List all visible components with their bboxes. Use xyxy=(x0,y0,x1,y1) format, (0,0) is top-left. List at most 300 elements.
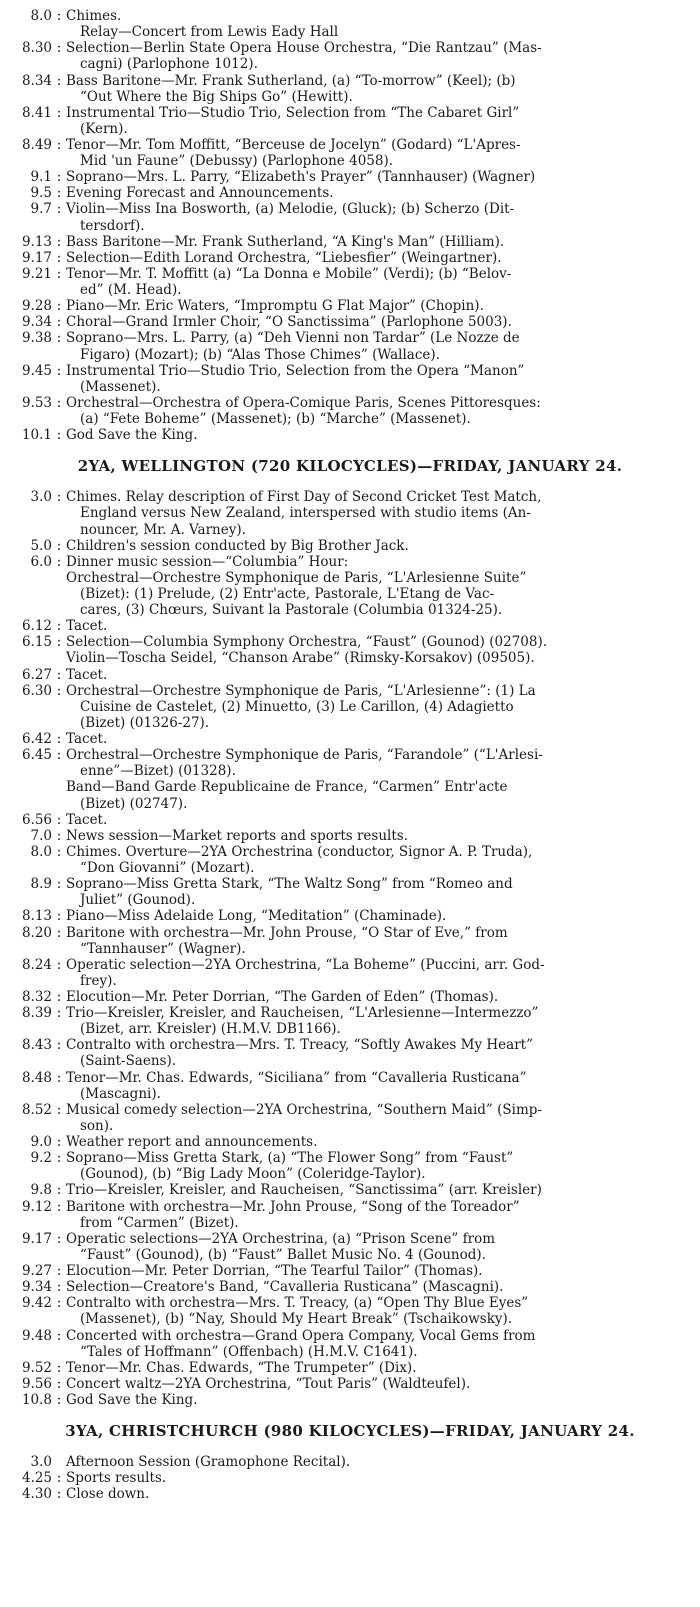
item-text: (Mascagni). xyxy=(80,1085,161,1102)
item-text: Band—Band Garde Republicaine de France, “Carmen” Entr'acte xyxy=(66,779,508,796)
indent xyxy=(0,941,80,957)
programme-item-continuation xyxy=(0,1166,690,1182)
item-text: Selection—Berlin State Opera House Orchestra, “Die Rantzau” (Mas- xyxy=(66,40,542,57)
item-time: 8.49 xyxy=(21,137,52,153)
programme-item-continuation xyxy=(0,1053,690,1069)
indent xyxy=(0,860,80,876)
programme-item xyxy=(0,618,690,634)
time-separator: : xyxy=(56,169,62,186)
programme-item xyxy=(0,812,690,828)
item-time: 8.52 xyxy=(21,1101,52,1118)
item-text: Orchestral—Orchestre Symphonique de Paris, “L'Arlesienne Suite” xyxy=(66,569,527,586)
indent xyxy=(0,1166,80,1182)
item-text: God Save the King. xyxy=(66,427,198,444)
programme-item xyxy=(0,40,690,56)
item-text: God Save the King. xyxy=(66,1392,198,1408)
programme-item-continuation xyxy=(0,1311,690,1327)
item-time: 9.1 xyxy=(30,169,52,186)
item-time: 9.52 xyxy=(21,1359,52,1376)
indent xyxy=(0,347,80,363)
programme-item-continuation xyxy=(0,892,690,908)
item-text: “Tales of Hoffmann” (Offenbach) (H.M.V. C1641). xyxy=(80,1343,418,1360)
programme-item xyxy=(0,1134,690,1150)
programme-item xyxy=(0,105,690,121)
item-text: (Bizet): (1) Prelude, (2) Entr'acte, Pastorale, L'Etang de Vac- xyxy=(80,586,495,602)
programme-item xyxy=(0,1295,690,1311)
time-separator: : xyxy=(56,1263,62,1279)
programme-item xyxy=(0,844,690,860)
item-time: 10.8 xyxy=(21,1392,52,1408)
time-separator: : xyxy=(56,298,62,315)
time-separator: : xyxy=(56,682,62,699)
item-time: 9.7 xyxy=(30,201,52,218)
programme-item-continuation xyxy=(0,796,690,812)
item-time: 6.45 xyxy=(21,747,52,764)
item-text: Dinner music session—“Columbia” Hour: xyxy=(66,553,349,570)
item-time: 6.0 xyxy=(30,553,52,570)
item-time: 9.34 xyxy=(21,1279,52,1296)
programme-item-continuation xyxy=(0,218,690,234)
item-text: Close down. xyxy=(66,1486,150,1503)
programme-item xyxy=(0,731,690,747)
time-separator: : xyxy=(56,537,62,554)
programme-item xyxy=(0,363,690,379)
programme-item xyxy=(0,925,690,941)
programme-item xyxy=(0,1263,690,1279)
station-heading: 3YA, CHRISTCHURCH (980 KILOCYCLES)—FRIDAY, JANUARY 24. xyxy=(65,1422,635,1441)
item-text: Tenor—Mr. Tom Moffitt, “Berceuse de Jocelyn” (Godard) “L'Apres- xyxy=(66,137,521,153)
programme-item-continuation xyxy=(0,973,690,989)
programme-item-continuation xyxy=(0,941,690,957)
programme-item-continuation xyxy=(0,1215,690,1231)
programme-item xyxy=(0,747,690,763)
programme-item xyxy=(0,201,690,217)
item-text: Instrumental Trio—Studio Trio, Selection from the Opera “Manon” xyxy=(66,362,525,379)
item-text: Piano—Mr. Eric Waters, “Impromptu G Flat Major” (Chopin). xyxy=(66,298,484,315)
time-separator: : xyxy=(56,827,62,844)
item-text: Elocution—Mr. Peter Dorrian, “The Garden of Eden” (Thomas). xyxy=(66,989,499,1005)
time-separator: : xyxy=(56,876,62,893)
time-separator: : xyxy=(56,1359,62,1376)
programme-item-continuation xyxy=(0,570,690,586)
item-text: Instrumental Trio—Studio Trio, Selection from “The Cabaret Girl” xyxy=(66,104,520,121)
item-text: Afternoon Session (Gramophone Recital). xyxy=(66,1454,351,1471)
item-time: 8.24 xyxy=(21,956,52,973)
programme-item-continuation xyxy=(0,1118,690,1134)
item-text: Operatic selections—2YA Orchestrina, (a) “Prison Scene” from xyxy=(66,1230,496,1247)
item-text: Choral—Grand Irmler Choir, “O Sanctissima” (Parlophone 5003). xyxy=(66,314,512,331)
programme-item-continuation xyxy=(0,379,690,395)
programme-item-continuation xyxy=(0,699,690,715)
programme-item-continuation xyxy=(0,650,690,666)
time-separator: : xyxy=(56,1069,62,1086)
indent xyxy=(0,522,80,538)
item-time: 8.0 xyxy=(30,843,52,860)
item-text: Tacet. xyxy=(66,731,108,747)
time-separator: : xyxy=(56,1198,62,1215)
item-text: Contralto with orchestra—Mrs. T. Treacy, “Softly Awakes My Heart” xyxy=(66,1037,533,1054)
time-separator: : xyxy=(56,1101,62,1118)
item-time: 6.12 xyxy=(21,618,52,635)
item-text: “Faust” (Gounod), (b) “Faust” Ballet Music No. 4 (Gounod). xyxy=(80,1246,486,1263)
indent xyxy=(0,1086,80,1102)
item-text: Tacet. xyxy=(66,618,108,635)
item-text: Violin—Toscha Seidel, “Chanson Arabe” (Rimsky-Korsakov) (09505). xyxy=(66,650,535,667)
item-time: 8.39 xyxy=(21,1005,52,1022)
programme-item-continuation xyxy=(0,153,690,169)
programme-item xyxy=(0,1231,690,1247)
programme-item-continuation xyxy=(0,860,690,876)
programme-item xyxy=(0,73,690,89)
indent xyxy=(0,650,66,666)
programme-item xyxy=(0,1279,690,1295)
indent xyxy=(0,1118,80,1134)
indent xyxy=(0,892,80,908)
item-text: Chimes. xyxy=(66,8,122,24)
time-separator: : xyxy=(56,201,62,218)
programme-item-continuation xyxy=(0,779,690,795)
item-time: 9.17 xyxy=(21,249,52,266)
time-separator: : xyxy=(56,1182,62,1199)
time-separator: : xyxy=(56,185,62,202)
item-time: 9.28 xyxy=(21,298,52,315)
programme-item xyxy=(0,828,690,844)
programme-item-continuation xyxy=(0,715,690,731)
item-text: Musical comedy selection—2YA Orchestrina, “Southern Maid” (Simp- xyxy=(66,1101,542,1118)
item-text: Mid 'un Faune” (Debussy) (Parlophone 4058). xyxy=(80,153,394,170)
programme-item-continuation xyxy=(0,1021,690,1037)
time-separator: : xyxy=(56,747,62,764)
item-time: 8.13 xyxy=(21,908,52,925)
programme-item xyxy=(0,1392,690,1408)
time-separator: : xyxy=(56,362,62,379)
programme-item xyxy=(0,989,690,1005)
item-time: 9.12 xyxy=(21,1198,52,1215)
item-text: (Kern). xyxy=(80,120,128,137)
item-time: 9.53 xyxy=(21,394,52,411)
programme-item xyxy=(0,1102,690,1118)
item-text: (Saint-Saens). xyxy=(80,1053,177,1070)
programme-item xyxy=(0,1470,690,1486)
time-separator: : xyxy=(56,249,62,266)
time-separator: : xyxy=(56,137,62,153)
time-separator: : xyxy=(56,1005,62,1022)
time-separator: : xyxy=(56,666,62,683)
item-text: Relay—Concert from Lewis Eady Hall xyxy=(80,24,339,41)
programme-item xyxy=(0,266,690,282)
time-separator: : xyxy=(56,489,62,506)
indent xyxy=(0,505,80,521)
indent xyxy=(0,218,80,234)
item-text: Piano—Miss Adelaide Long, “Meditation” (Chaminade). xyxy=(66,908,447,925)
item-text: frey). xyxy=(80,972,117,989)
indent xyxy=(0,1053,80,1069)
item-time: 9.56 xyxy=(21,1375,52,1392)
station-heading: 2YA, WELLINGTON (720 KILOCYCLES)—FRIDAY, JANUARY 24. xyxy=(77,457,623,476)
time-separator: : xyxy=(56,618,62,635)
programme-item xyxy=(0,314,690,330)
programme-item xyxy=(0,8,690,24)
item-time: 8.34 xyxy=(21,72,52,89)
item-time: 9.5 xyxy=(30,185,52,202)
item-time: 9.0 xyxy=(30,1134,52,1150)
programme-item-continuation xyxy=(0,411,690,427)
item-time: 7.0 xyxy=(30,827,52,844)
indent xyxy=(0,56,80,72)
indent xyxy=(0,796,80,812)
programme-item xyxy=(0,634,690,650)
item-text: Selection—Edith Lorand Orchestra, “Liebesfier” (Weingartner). xyxy=(66,249,502,266)
indent xyxy=(0,24,80,40)
item-time: 9.34 xyxy=(21,314,52,331)
item-time: 10.1 xyxy=(21,427,52,444)
indent xyxy=(0,602,80,618)
time-separator: : xyxy=(56,314,62,331)
indent xyxy=(0,586,80,602)
programme-item xyxy=(0,395,690,411)
programme-item-continuation xyxy=(0,505,690,521)
indent xyxy=(0,121,80,137)
programme-item xyxy=(0,185,690,201)
item-text: enne”—Bizet) (01328). xyxy=(80,763,236,780)
item-text: England versus New Zealand, interspersed with studio items (An- xyxy=(80,505,531,522)
item-text: Tenor—Mr. Chas. Edwards, “Siciliana” from “Cavalleria Rusticana” xyxy=(66,1069,527,1086)
programme-item xyxy=(0,1150,690,1166)
indent xyxy=(0,411,80,427)
programme-item xyxy=(0,1454,690,1470)
item-time: 6.56 xyxy=(21,811,52,828)
programme-item xyxy=(0,957,690,973)
item-text: Contralto with orchestra—Mrs. T. Treacy, (a) “Open Thy Blue Eyes” xyxy=(66,1295,529,1312)
indent xyxy=(0,763,80,779)
programme-item xyxy=(0,554,690,570)
item-time: 6.42 xyxy=(21,731,52,747)
time-separator xyxy=(52,1454,66,1470)
item-text: Tacet. xyxy=(66,811,108,828)
item-text: Baritone with orchestra—Mr. John Prouse, “Song of the Toreador” xyxy=(66,1198,520,1215)
item-text: Baritone with orchestra—Mr. John Prouse, “O Star of Eve,” from xyxy=(66,924,508,941)
programme-item-continuation xyxy=(0,1247,690,1263)
time-separator: : xyxy=(56,1279,62,1296)
time-separator: : xyxy=(56,330,62,347)
item-text: Weather report and announcements. xyxy=(66,1134,318,1150)
time-separator: : xyxy=(56,1486,62,1503)
item-text: cares, (3) Chœurs, Suivant la Pastorale (Columbia 01324-25). xyxy=(80,602,503,619)
item-time: 9.8 xyxy=(30,1182,52,1199)
indent xyxy=(0,1247,80,1263)
time-separator: : xyxy=(56,908,62,925)
item-time: 3.0 xyxy=(30,489,52,506)
time-separator: : xyxy=(56,731,62,747)
item-text: Tenor—Mr. Chas. Edwards, “The Trumpeter” (Dix). xyxy=(66,1359,417,1376)
item-text: (Bizet) (02747). xyxy=(80,795,188,812)
programme-item xyxy=(0,1376,690,1392)
item-text: Concerted with orchestra—Grand Opera Company, Vocal Gems from xyxy=(66,1327,536,1344)
programme-item xyxy=(0,683,690,699)
programme-item xyxy=(0,427,690,443)
item-text: Soprano—Miss Gretta Stark, “The Waltz Song” from “Romeo and xyxy=(66,876,513,893)
item-time: 9.48 xyxy=(21,1327,52,1344)
time-separator: : xyxy=(56,1150,62,1167)
time-separator: : xyxy=(56,1230,62,1247)
time-separator: : xyxy=(56,1392,62,1408)
programme-item-continuation xyxy=(0,1344,690,1360)
item-text: Chimes. Overture—2YA Orchestrina (conductor, Signor A. P. Truda), xyxy=(66,843,533,860)
item-text: Children's session conducted by Big Brother Jack. xyxy=(66,537,409,554)
item-text: nouncer, Mr. A. Varney). xyxy=(80,521,246,538)
item-time: 3.0 xyxy=(30,1454,52,1471)
item-text: News session—Market reports and sports results. xyxy=(66,827,409,844)
time-separator: : xyxy=(56,265,62,282)
item-text: Soprano—Miss Gretta Stark, (a) “The Flower Song” from “Faust” xyxy=(66,1150,514,1167)
indent xyxy=(0,89,80,105)
programme-item xyxy=(0,1199,690,1215)
programme-item xyxy=(0,298,690,314)
programme-item xyxy=(0,330,690,346)
item-time: 9.42 xyxy=(21,1295,52,1312)
item-time: 8.20 xyxy=(21,924,52,941)
time-separator: : xyxy=(56,1037,62,1054)
programme-item xyxy=(0,169,690,185)
time-separator: : xyxy=(56,394,62,411)
item-time: 6.27 xyxy=(21,666,52,683)
time-separator: : xyxy=(56,924,62,941)
programme-item-continuation xyxy=(0,602,690,618)
time-separator: : xyxy=(56,989,62,1005)
programme-item xyxy=(0,908,690,924)
programme-item-continuation xyxy=(0,24,690,40)
programme-item xyxy=(0,234,690,250)
item-time: 9.45 xyxy=(21,362,52,379)
programme-item xyxy=(0,876,690,892)
item-text: Tacet. xyxy=(66,666,108,683)
item-time: 8.30 xyxy=(21,40,52,57)
programme-item xyxy=(0,1070,690,1086)
time-separator: : xyxy=(56,811,62,828)
item-time: 8.43 xyxy=(21,1037,52,1054)
time-separator: : xyxy=(56,956,62,973)
indent xyxy=(0,379,80,395)
item-text: Selection—Columbia Symphony Orchestra, “Faust” (Gounod) (02708). xyxy=(66,634,548,651)
time-separator: : xyxy=(56,634,62,651)
item-text: Elocution—Mr. Peter Dorrian, “The Tearful Tailor” (Thomas). xyxy=(66,1263,483,1279)
item-time: 8.48 xyxy=(21,1069,52,1086)
item-text: “Out Where the Big Ships Go” (Hewitt). xyxy=(80,88,353,105)
item-text: Concert waltz—2YA Orchestrina, “Tout Paris” (Waldteufel). xyxy=(66,1375,471,1392)
indent xyxy=(0,779,66,795)
item-text: tersdorf). xyxy=(80,217,145,234)
item-time: 9.21 xyxy=(21,265,52,282)
programme-item xyxy=(0,1486,690,1502)
item-text: (Massenet), (b) “Nay, Should My Heart Break” (Tschaikowsky). xyxy=(80,1311,513,1328)
programme-item xyxy=(0,1005,690,1021)
item-text: Tenor—Mr. T. Moffitt (a) “La Donna e Mobile” (Verdi); (b) “Belov- xyxy=(66,265,512,282)
item-text: Bass Baritone—Mr. Frank Sutherland, “A King's Man” (Hilliam). xyxy=(66,233,505,250)
item-text: son). xyxy=(80,1117,114,1134)
item-time: 8.9 xyxy=(30,876,52,893)
item-text: Orchestral—Orchestre Symphonique de Paris, “Farandole” (“L'Arlesi- xyxy=(66,747,543,764)
programme-item xyxy=(0,538,690,554)
item-text: (Bizet) (01326-27). xyxy=(80,714,210,731)
programme-item xyxy=(0,137,690,153)
programme-item xyxy=(0,1328,690,1344)
programme-item-continuation xyxy=(0,89,690,105)
programme-item xyxy=(0,250,690,266)
item-text: Cuisine de Castelet, (2) Minuetto, (3) Le Carillon, (4) Adagietto xyxy=(80,698,514,715)
item-text: Orchestral—Orchestre Symphonique de Paris, “L'Arlesienne”: (1) La xyxy=(66,682,536,699)
time-separator: : xyxy=(56,1470,62,1487)
indent xyxy=(0,1311,80,1327)
item-text: cagni) (Parlophone 1012). xyxy=(80,56,258,73)
item-text: Trio—Kreisler, Kreisler, and Raucheisen, “Sanctissima” (arr. Kreisler) xyxy=(66,1182,542,1199)
item-text: Orchestral—Orchestra of Opera-Comique Paris, Scenes Pittoresques: xyxy=(66,394,541,411)
programme-item-continuation xyxy=(0,1086,690,1102)
time-separator: : xyxy=(56,104,62,121)
indent xyxy=(0,1215,80,1231)
item-text: (Bizet, arr. Kreisler) (H.M.V. DB1166). xyxy=(80,1021,341,1038)
indent xyxy=(0,570,66,586)
time-separator: : xyxy=(56,233,62,250)
item-time: 9.38 xyxy=(21,330,52,347)
item-text: (a) “Fete Boheme” (Massenet); (b) “Marche” (Massenet). xyxy=(80,411,471,427)
indent xyxy=(0,715,80,731)
item-text: Juliet” (Gounod). xyxy=(80,892,196,909)
programme-item-continuation xyxy=(0,347,690,363)
item-text: Soprano—Mrs. L. Parry, “Elizabeth's Prayer” (Tannhauser) (Wagner) xyxy=(66,169,536,186)
time-separator: : xyxy=(56,843,62,860)
programme-item xyxy=(0,489,690,505)
programme-item-continuation xyxy=(0,763,690,779)
item-text: ed” (M. Head). xyxy=(80,282,182,298)
item-time: 4.30 xyxy=(21,1486,52,1503)
time-separator: : xyxy=(56,8,62,24)
programme-item xyxy=(0,1360,690,1376)
indent xyxy=(0,282,80,298)
time-separator: : xyxy=(56,427,62,444)
time-separator: : xyxy=(56,1327,62,1344)
item-time: 9.27 xyxy=(21,1263,52,1279)
indent xyxy=(0,153,80,169)
item-text: “Tannhauser” (Wagner). xyxy=(80,940,246,957)
item-time: 8.32 xyxy=(21,989,52,1005)
programme-item xyxy=(0,1037,690,1053)
item-text: Sports results. xyxy=(66,1470,167,1487)
item-text: (Gounod), (b) “Big Lady Moon” (Coleridge-Taylor). xyxy=(80,1166,426,1183)
item-text: Trio—Kreisler, Kreisler, and Raucheisen, “L'Arlesienne—Intermezzo” xyxy=(66,1005,539,1022)
indent xyxy=(0,699,80,715)
time-separator: : xyxy=(56,1134,62,1150)
item-time: 4.25 xyxy=(21,1470,52,1487)
item-text: Evening Forecast and Announcements. xyxy=(66,185,334,202)
item-time: 8.0 xyxy=(30,8,52,24)
item-text: Bass Baritone—Mr. Frank Sutherland, (a) “To-morrow” (Keel); (b) xyxy=(66,72,516,89)
item-text: Violin—Miss Ina Bosworth, (a) Melodie, (Gluck); (b) Scherzo (Dit- xyxy=(66,201,515,218)
item-time: 9.13 xyxy=(21,233,52,250)
programme-item-continuation xyxy=(0,522,690,538)
item-text: (Massenet). xyxy=(80,378,161,395)
item-text: Figaro) (Mozart); (b) “Alas Those Chimes” (Wallace). xyxy=(80,346,440,363)
programme-item xyxy=(0,1182,690,1198)
time-separator: : xyxy=(56,40,62,57)
item-time: 6.30 xyxy=(21,682,52,699)
indent xyxy=(0,1344,80,1360)
item-text: “Don Giovanni” (Mozart). xyxy=(80,860,255,876)
time-separator: : xyxy=(56,1295,62,1312)
programme-item xyxy=(0,667,690,683)
item-text: from “Carmen” (Bizet). xyxy=(80,1214,239,1231)
programme-item-continuation xyxy=(0,121,690,137)
programme-item-continuation xyxy=(0,586,690,602)
